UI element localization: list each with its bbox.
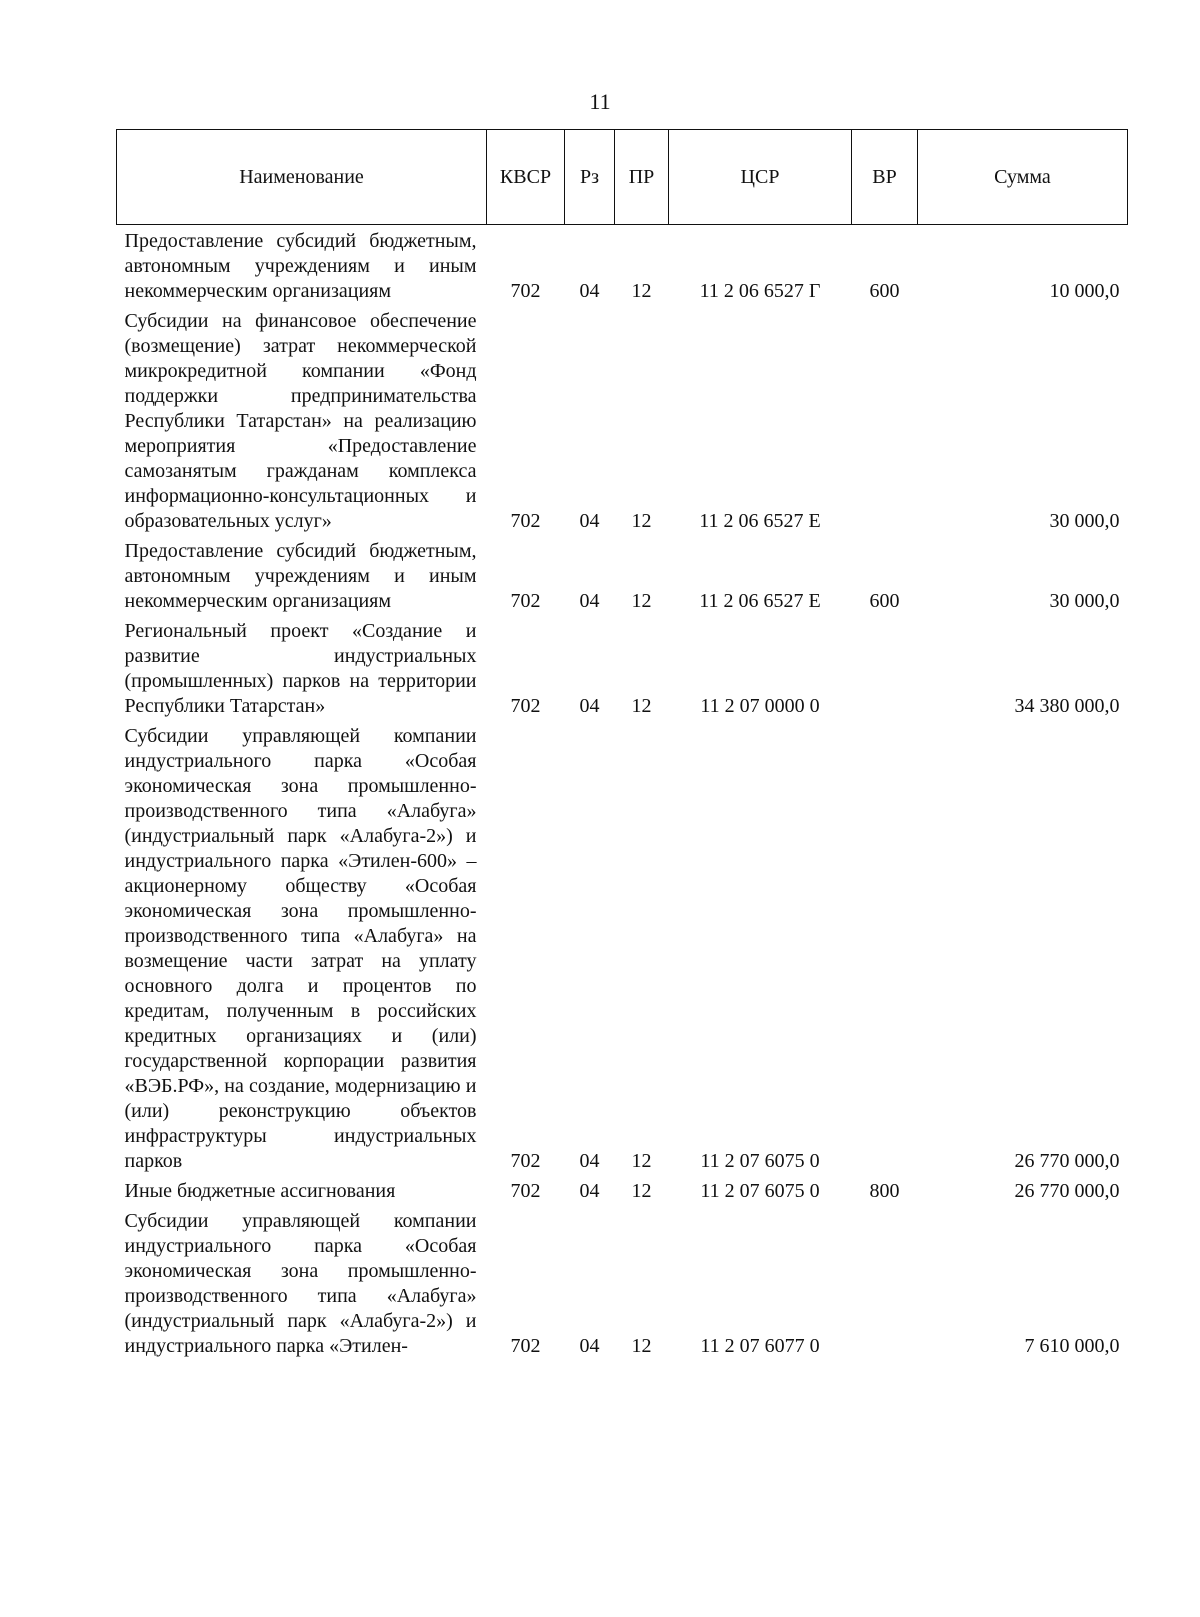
cell-sum: 26 770 000,0 xyxy=(1014,1180,1120,1202)
cell-rz: 04 xyxy=(579,590,600,612)
cell-kvsr: 702 xyxy=(510,1150,541,1172)
cell-kvsr: 702 xyxy=(510,590,541,612)
cell-rz: 04 xyxy=(579,695,600,717)
cell-rz: 04 xyxy=(579,280,600,302)
cell-vr xyxy=(852,719,918,1174)
cell-name: Региональный проект «Создание и развитие индустриальных (промышленных) парков на территории Республики Татарстан» xyxy=(124,620,477,717)
header-pr: ПР xyxy=(615,130,669,225)
cell-kvsr: 702 xyxy=(510,1180,541,1202)
cell-kvsr: 702 xyxy=(510,280,541,302)
cell-rz: 04 xyxy=(579,1180,600,1202)
cell-csr: 11 2 07 6075 0 xyxy=(700,1150,820,1172)
table-row xyxy=(117,719,1128,1174)
table-row xyxy=(117,534,1128,614)
table-row xyxy=(117,304,1128,534)
cell-csr: 11 2 06 6527 Е xyxy=(699,510,821,532)
cell-kvsr: 702 xyxy=(510,1335,541,1357)
table-row xyxy=(117,1204,1128,1359)
header-kvsr: КВСР xyxy=(487,130,565,225)
cell-csr: 11 2 07 0000 0 xyxy=(700,695,820,717)
cell-sum: 26 770 000,0 xyxy=(1014,1150,1120,1172)
table-row xyxy=(117,1174,1128,1204)
cell-name: Предоставление субсидий бюджетным, автономным учреждениям и иным некоммерческим организациям xyxy=(124,540,477,612)
cell-vr: 800 xyxy=(869,1180,900,1202)
cell-pr: 12 xyxy=(631,1180,652,1202)
page-number: 11 xyxy=(589,89,611,114)
cell-pr: 12 xyxy=(631,1335,652,1357)
header-vr: ВР xyxy=(852,130,918,225)
table-row xyxy=(117,225,1128,305)
cell-kvsr: 702 xyxy=(510,510,541,532)
cell-pr: 12 xyxy=(631,1150,652,1172)
cell-pr: 12 xyxy=(631,510,652,532)
cell-rz: 04 xyxy=(579,510,600,532)
cell-name: Иные бюджетные ассигнования xyxy=(124,1180,396,1202)
cell-sum: 10 000,0 xyxy=(1049,280,1120,302)
cell-sum: 7 610 000,0 xyxy=(1024,1335,1120,1357)
cell-rz: 04 xyxy=(579,1335,600,1357)
cell-name: Субсидии управляющей компании индустриального парка «Особая экономическая зона промышленно-производственного типа «Алабуга» (индустриальный парк «Алабуга-2») и индустриального парка «Этилен- xyxy=(124,1210,477,1357)
table-header xyxy=(117,130,1128,225)
header-sum: Сумма xyxy=(918,130,1128,225)
cell-csr: 11 2 07 6075 0 xyxy=(700,1180,820,1202)
cell-csr: 11 2 07 6077 0 xyxy=(700,1335,820,1357)
cell-csr: 11 2 06 6527 Г xyxy=(699,280,821,302)
table-row xyxy=(117,614,1128,719)
cell-sum: 30 000,0 xyxy=(1049,590,1120,612)
cell-rz: 04 xyxy=(579,1150,600,1172)
header-csr: ЦСР xyxy=(669,130,852,225)
cell-pr: 12 xyxy=(631,280,652,302)
header-rz: Рз xyxy=(565,130,615,225)
cell-vr xyxy=(852,1204,918,1359)
cell-sum: 34 380 000,0 xyxy=(1014,695,1120,717)
cell-vr xyxy=(852,304,918,534)
cell-vr: 600 xyxy=(869,590,900,612)
cell-kvsr: 702 xyxy=(510,695,541,717)
table-body xyxy=(117,225,1128,1360)
cell-name: Предоставление субсидий бюджетным, автономным учреждениям и иным некоммерческим организациям xyxy=(124,230,477,302)
header-name: Наименование xyxy=(117,130,487,225)
cell-pr: 12 xyxy=(631,695,652,717)
cell-name: Субсидии на финансовое обеспечение (возмещение) затрат некоммерческой микрокредитной компании «Фонд поддержки предпринимательства Республики Татарстан» на реализацию мероприятия «Предоставление самозанятым гражданам комплекса информационно-консультационных и образовательных услуг» xyxy=(124,310,477,532)
cell-vr: 600 xyxy=(869,280,900,302)
budget-table xyxy=(116,129,1128,1359)
cell-pr: 12 xyxy=(631,590,652,612)
cell-vr xyxy=(852,614,918,719)
cell-csr: 11 2 06 6527 Е xyxy=(699,590,821,612)
cell-name: Субсидии управляющей компании индустриального парка «Особая экономическая зона промышленно-производственного типа «Алабуга» (индустриальный парк «Алабуга-2») и индустриального парка «Этилен-600» – акционерному обществу «Особая экономическая зона промышленно-производственного типа «Алабуга» на возмещение части затрат на уплату основного долга и процентов по кредитам, полученным в российских кредитных организациях и (или) государственной корпорации развития «ВЭБ.РФ», на создание, модернизацию и (или) реконструкцию объектов инфраструктуры индустриальных парков xyxy=(124,725,477,1172)
cell-sum: 30 000,0 xyxy=(1049,510,1120,532)
